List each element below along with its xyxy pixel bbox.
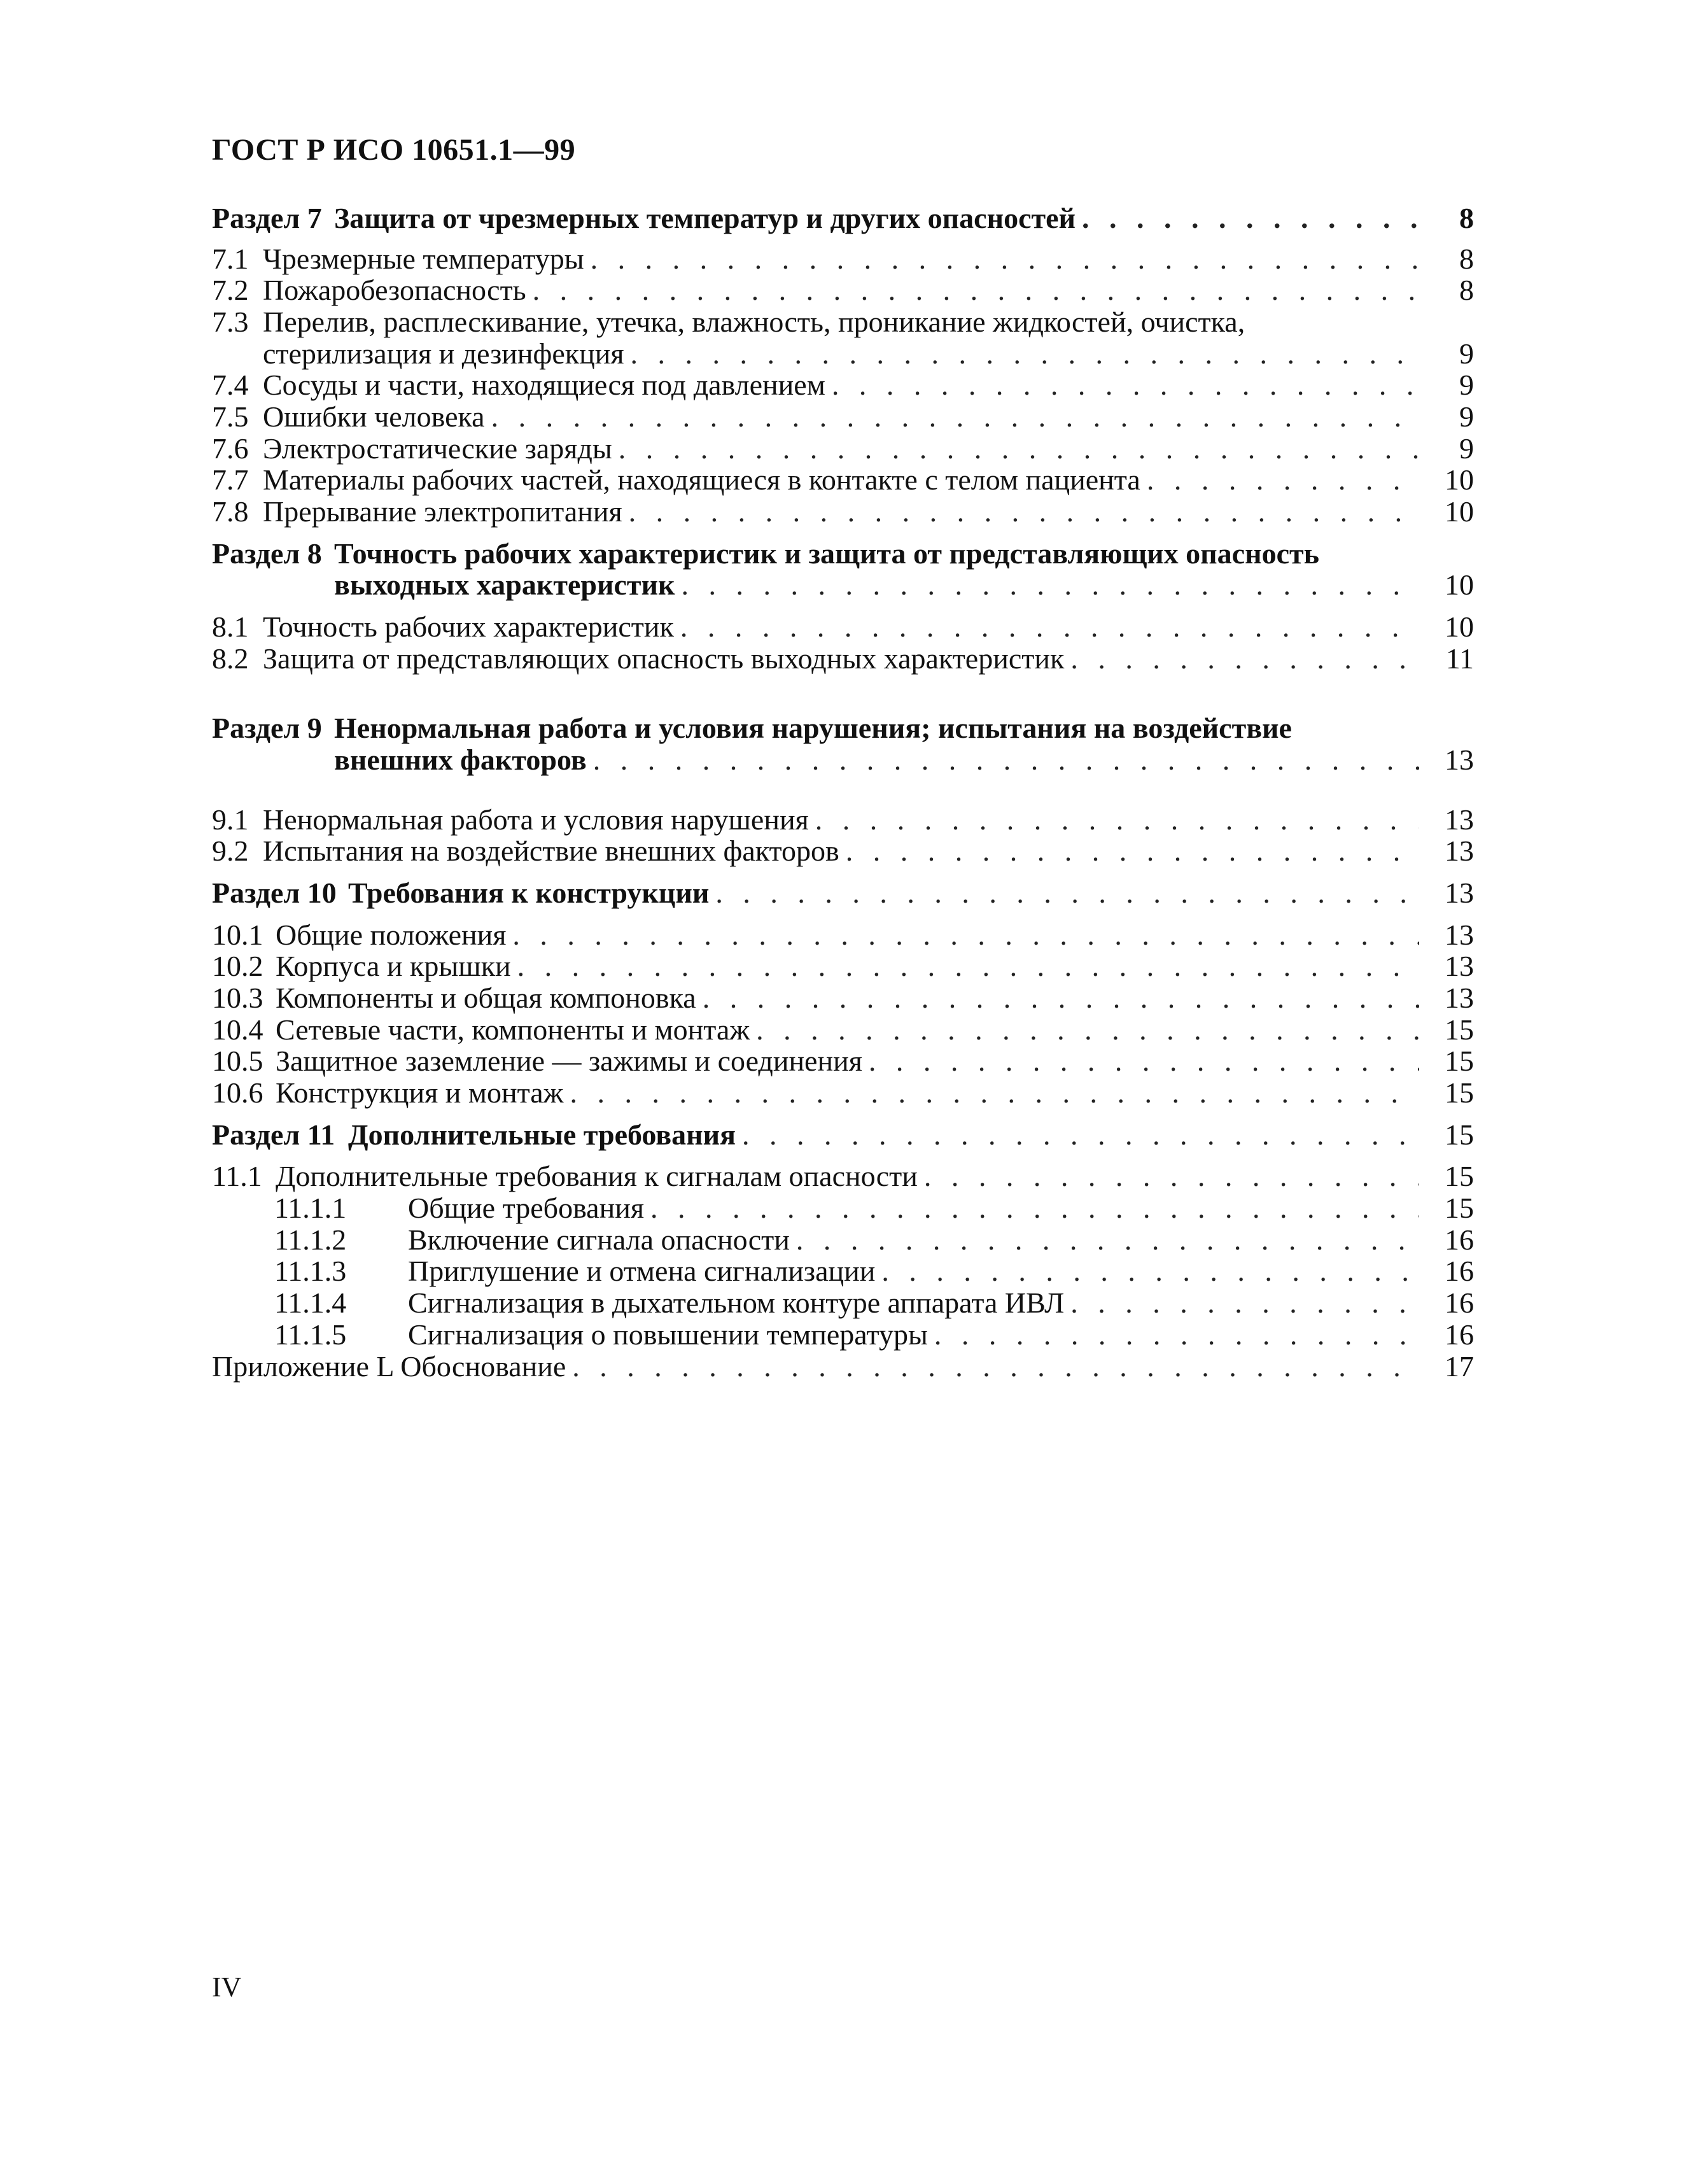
toc-item-number: 7.3 [212, 306, 249, 339]
toc-item-8-1[interactable] [212, 611, 1474, 643]
toc-item-11-1-5[interactable] [212, 1319, 1474, 1351]
toc-item-title-line1: Перелив, расплескивание, утечка, влажность, проникание жидкостей, очистка, [263, 306, 1245, 339]
toc-page-number: 8 [1459, 242, 1474, 275]
toc-page-number: 8 [1459, 274, 1474, 307]
toc-item-title: Приглушение и отмена сигнализации [408, 1255, 876, 1288]
toc-page-number: 15 [1445, 1192, 1474, 1225]
toc-item-7-3[interactable] [212, 306, 1474, 338]
toc-item-10-3[interactable] [212, 982, 1474, 1014]
toc-leader-dots [1070, 1287, 1419, 1319]
toc-item-title: Сигнализация в дыхательном контуре аппарата ИВЛ [408, 1286, 1065, 1320]
toc-item-number: 7.2 [212, 274, 249, 307]
toc-item-10-2[interactable] [212, 950, 1474, 982]
toc-leader-dots [715, 877, 1419, 909]
table-of-contents [212, 202, 1474, 1382]
toc-leader-dots [570, 1077, 1419, 1109]
toc-section-8-cont[interactable] [212, 569, 1474, 601]
toc-leader-dots [815, 804, 1419, 836]
toc-item-title: Материалы рабочих частей, находящиеся в контакте с телом пациента [263, 463, 1140, 497]
toc-item-9-2[interactable] [212, 835, 1474, 867]
toc-item-11-1-2[interactable] [212, 1224, 1474, 1256]
toc-item-number: 9.1 [212, 803, 249, 836]
toc-leader-dots [593, 744, 1419, 776]
toc-item-number: 11.1.1 [274, 1192, 347, 1225]
page-number-footer: IV [212, 1971, 242, 2003]
toc-section-title-line2: выходных характеристик [334, 568, 675, 602]
toc-item-number: 9.2 [212, 835, 249, 868]
toc-item-number: 11.1 [212, 1160, 262, 1193]
toc-leader-dots [572, 1351, 1419, 1383]
toc-item-10-6[interactable] [212, 1077, 1474, 1109]
toc-page-number: 13 [1445, 743, 1474, 777]
toc-item-number: 7.1 [212, 242, 249, 275]
toc-section-title: Дополнительные требования [348, 1118, 736, 1151]
toc-section-number: Раздел 10 [212, 877, 337, 910]
toc-item-number: 10.6 [212, 1076, 263, 1110]
toc-page-number: 9 [1459, 369, 1474, 402]
toc-leader-dots [846, 835, 1419, 867]
toc-page-number: 16 [1445, 1318, 1474, 1351]
toc-item-10-1[interactable] [212, 919, 1474, 951]
toc-leader-dots [680, 611, 1419, 643]
toc-page-number: 10 [1445, 568, 1474, 602]
toc-section-11[interactable] [212, 1119, 1474, 1151]
toc-item-11-1-3[interactable] [212, 1255, 1474, 1287]
toc-leader-dots [681, 569, 1419, 601]
toc-item-title: Компоненты и общая компоновка [276, 982, 696, 1015]
toc-item-number: 8.1 [212, 610, 249, 644]
toc-item-7-7[interactable] [212, 464, 1474, 496]
toc-section-9[interactable] [212, 712, 1474, 744]
toc-item-number: 10.1 [212, 918, 263, 951]
toc-item-7-3-cont[interactable] [212, 338, 1474, 370]
toc-section-7[interactable] [212, 202, 1474, 234]
toc-item-title: Испытания на воздействие внешних факторов [263, 835, 839, 868]
toc-section-number: Раздел 7 [212, 202, 322, 234]
toc-page-number: 13 [1445, 835, 1474, 868]
toc-leader-dots [703, 982, 1419, 1014]
toc-item-number: 11.1.3 [274, 1255, 347, 1288]
toc-item-title: Корпуса и крышки [276, 950, 511, 983]
toc-page-number: 10 [1445, 610, 1474, 644]
toc-page-number: 15 [1445, 1160, 1474, 1193]
toc-leader-dots [650, 1192, 1419, 1224]
toc-leader-dots [591, 243, 1419, 275]
toc-leader-dots [533, 274, 1419, 306]
toc-item-7-1[interactable] [212, 243, 1474, 275]
toc-page-number: 13 [1445, 950, 1474, 983]
toc-page-number: 13 [1445, 918, 1474, 951]
toc-item-title: Общие положения [276, 918, 507, 951]
toc-item-number: 10.3 [212, 982, 263, 1015]
toc-item-title: Прерывание электропитания [263, 495, 622, 528]
toc-item-number: 7.6 [212, 432, 249, 465]
toc-item-7-2[interactable] [212, 274, 1474, 306]
toc-item-title: Точность рабочих характеристик [263, 610, 674, 644]
toc-item-number: 8.2 [212, 642, 249, 675]
toc-item-number: 7.8 [212, 495, 249, 528]
toc-item-11-1-1[interactable] [212, 1192, 1474, 1224]
toc-item-title: Защитное заземление — зажимы и соединения [276, 1045, 862, 1078]
toc-page-number: 13 [1445, 803, 1474, 836]
toc-section-8[interactable] [212, 538, 1474, 570]
toc-leader-dots [1082, 202, 1419, 234]
toc-item-title: Электростатические заряды [263, 432, 612, 465]
toc-page-number: 15 [1445, 1013, 1474, 1046]
toc-item-number: 7.7 [212, 463, 249, 497]
toc-page-number: 16 [1445, 1255, 1474, 1288]
toc-section-9-cont[interactable] [212, 744, 1474, 776]
toc-section-title-line1: Ненормальная работа и условия нарушения; испытания на воздействие [334, 712, 1292, 745]
toc-page-number: 9 [1459, 432, 1474, 465]
toc-item-number: 11.1.5 [274, 1318, 347, 1351]
toc-item-title: Пожаробезопасность [263, 274, 526, 307]
toc-section-number: Раздел 9 [212, 712, 322, 745]
toc-leader-dots [881, 1255, 1419, 1287]
toc-leader-dots [742, 1119, 1419, 1151]
toc-item-9-1[interactable] [212, 804, 1474, 836]
toc-appendix-l[interactable] [212, 1351, 1474, 1383]
toc-item-title: Ошибки человека [263, 400, 485, 433]
toc-item-title: Приложение L Обоснование [212, 1349, 566, 1383]
toc-section-title-line1: Точность рабочих характеристик и защита от представляющих опасность [334, 537, 1319, 570]
toc-item-title-line2: стерилизация и дезинфекция [263, 337, 624, 370]
toc-page-number: 13 [1445, 982, 1474, 1015]
toc-item-title: Общие требования [408, 1192, 644, 1225]
toc-section-title: Требования к конструкции [348, 877, 710, 910]
toc-item-number: 10.5 [212, 1045, 263, 1078]
toc-leader-dots [629, 496, 1419, 528]
toc-item-7-4[interactable] [212, 369, 1474, 401]
toc-leader-dots [491, 401, 1419, 433]
toc-item-number: 10.2 [212, 950, 263, 983]
toc-leader-dots [924, 1160, 1419, 1192]
toc-item-11-1-4[interactable] [212, 1287, 1474, 1319]
toc-page-number: 9 [1459, 400, 1474, 433]
toc-leader-dots [1070, 643, 1419, 675]
toc-leader-dots [512, 919, 1419, 951]
toc-item-title: Конструкция и монтаж [276, 1076, 564, 1110]
toc-page-number: 15 [1445, 1045, 1474, 1078]
toc-leader-dots [869, 1045, 1419, 1077]
toc-item-8-2[interactable] [212, 643, 1474, 675]
toc-item-number: 11.1.2 [274, 1223, 347, 1256]
toc-section-number: Раздел 11 [212, 1118, 335, 1151]
toc-section-10[interactable] [212, 877, 1474, 909]
toc-item-number: 10.4 [212, 1013, 263, 1046]
toc-page-number: 15 [1445, 1118, 1474, 1151]
toc-item-10-5[interactable] [212, 1045, 1474, 1077]
toc-leader-dots [619, 433, 1419, 465]
toc-page-number: 11 [1445, 642, 1474, 675]
toc-leader-dots [934, 1319, 1419, 1351]
toc-item-11-1[interactable] [212, 1160, 1474, 1192]
toc-section-title: Защита от чрезмерных температур и других опасностей [334, 202, 1076, 234]
toc-leader-dots [756, 1014, 1419, 1046]
toc-item-number: 7.4 [212, 369, 249, 402]
toc-page-number: 8 [1459, 202, 1474, 234]
toc-section-title-line2: внешних факторов [334, 743, 587, 777]
toc-item-title: Ненормальная работа и условия нарушения [263, 803, 809, 836]
toc-leader-dots [796, 1224, 1419, 1256]
toc-item-number: 7.5 [212, 400, 249, 433]
toc-page-number: 10 [1445, 463, 1474, 497]
toc-page-number: 16 [1445, 1223, 1474, 1256]
toc-item-title: Защита от представляющих опасность выходных характеристик [263, 642, 1065, 675]
toc-item-7-5[interactable] [212, 401, 1474, 433]
toc-leader-dots [630, 338, 1419, 370]
toc-leader-dots [517, 950, 1419, 982]
toc-page-number: 16 [1445, 1286, 1474, 1320]
document-title: ГОСТ Р ИСО 10651.1—99 [212, 133, 576, 167]
toc-item-title: Сосуды и части, находящиеся под давлением [263, 369, 825, 402]
toc-section-number: Раздел 8 [212, 537, 322, 570]
toc-item-number: 11.1.4 [274, 1286, 347, 1320]
toc-page-number: 9 [1459, 337, 1474, 370]
toc-item-title: Чрезмерные температуры [263, 242, 584, 275]
toc-page-number: 17 [1445, 1349, 1474, 1383]
toc-item-10-4[interactable] [212, 1014, 1474, 1046]
toc-page-number: 10 [1445, 495, 1474, 528]
toc-item-7-8[interactable] [212, 496, 1474, 528]
toc-item-title: Сигнализация о повышении температуры [408, 1318, 928, 1351]
toc-item-title: Включение сигнала опасности [408, 1223, 790, 1256]
toc-item-title: Сетевые части, компоненты и монтаж [276, 1013, 750, 1046]
toc-item-title: Дополнительные требования к сигналам опасности [276, 1160, 918, 1193]
toc-item-7-6[interactable] [212, 433, 1474, 465]
toc-leader-dots [1147, 464, 1419, 496]
toc-page-number: 13 [1445, 877, 1474, 910]
toc-page-number: 15 [1445, 1076, 1474, 1110]
toc-leader-dots [832, 369, 1419, 401]
